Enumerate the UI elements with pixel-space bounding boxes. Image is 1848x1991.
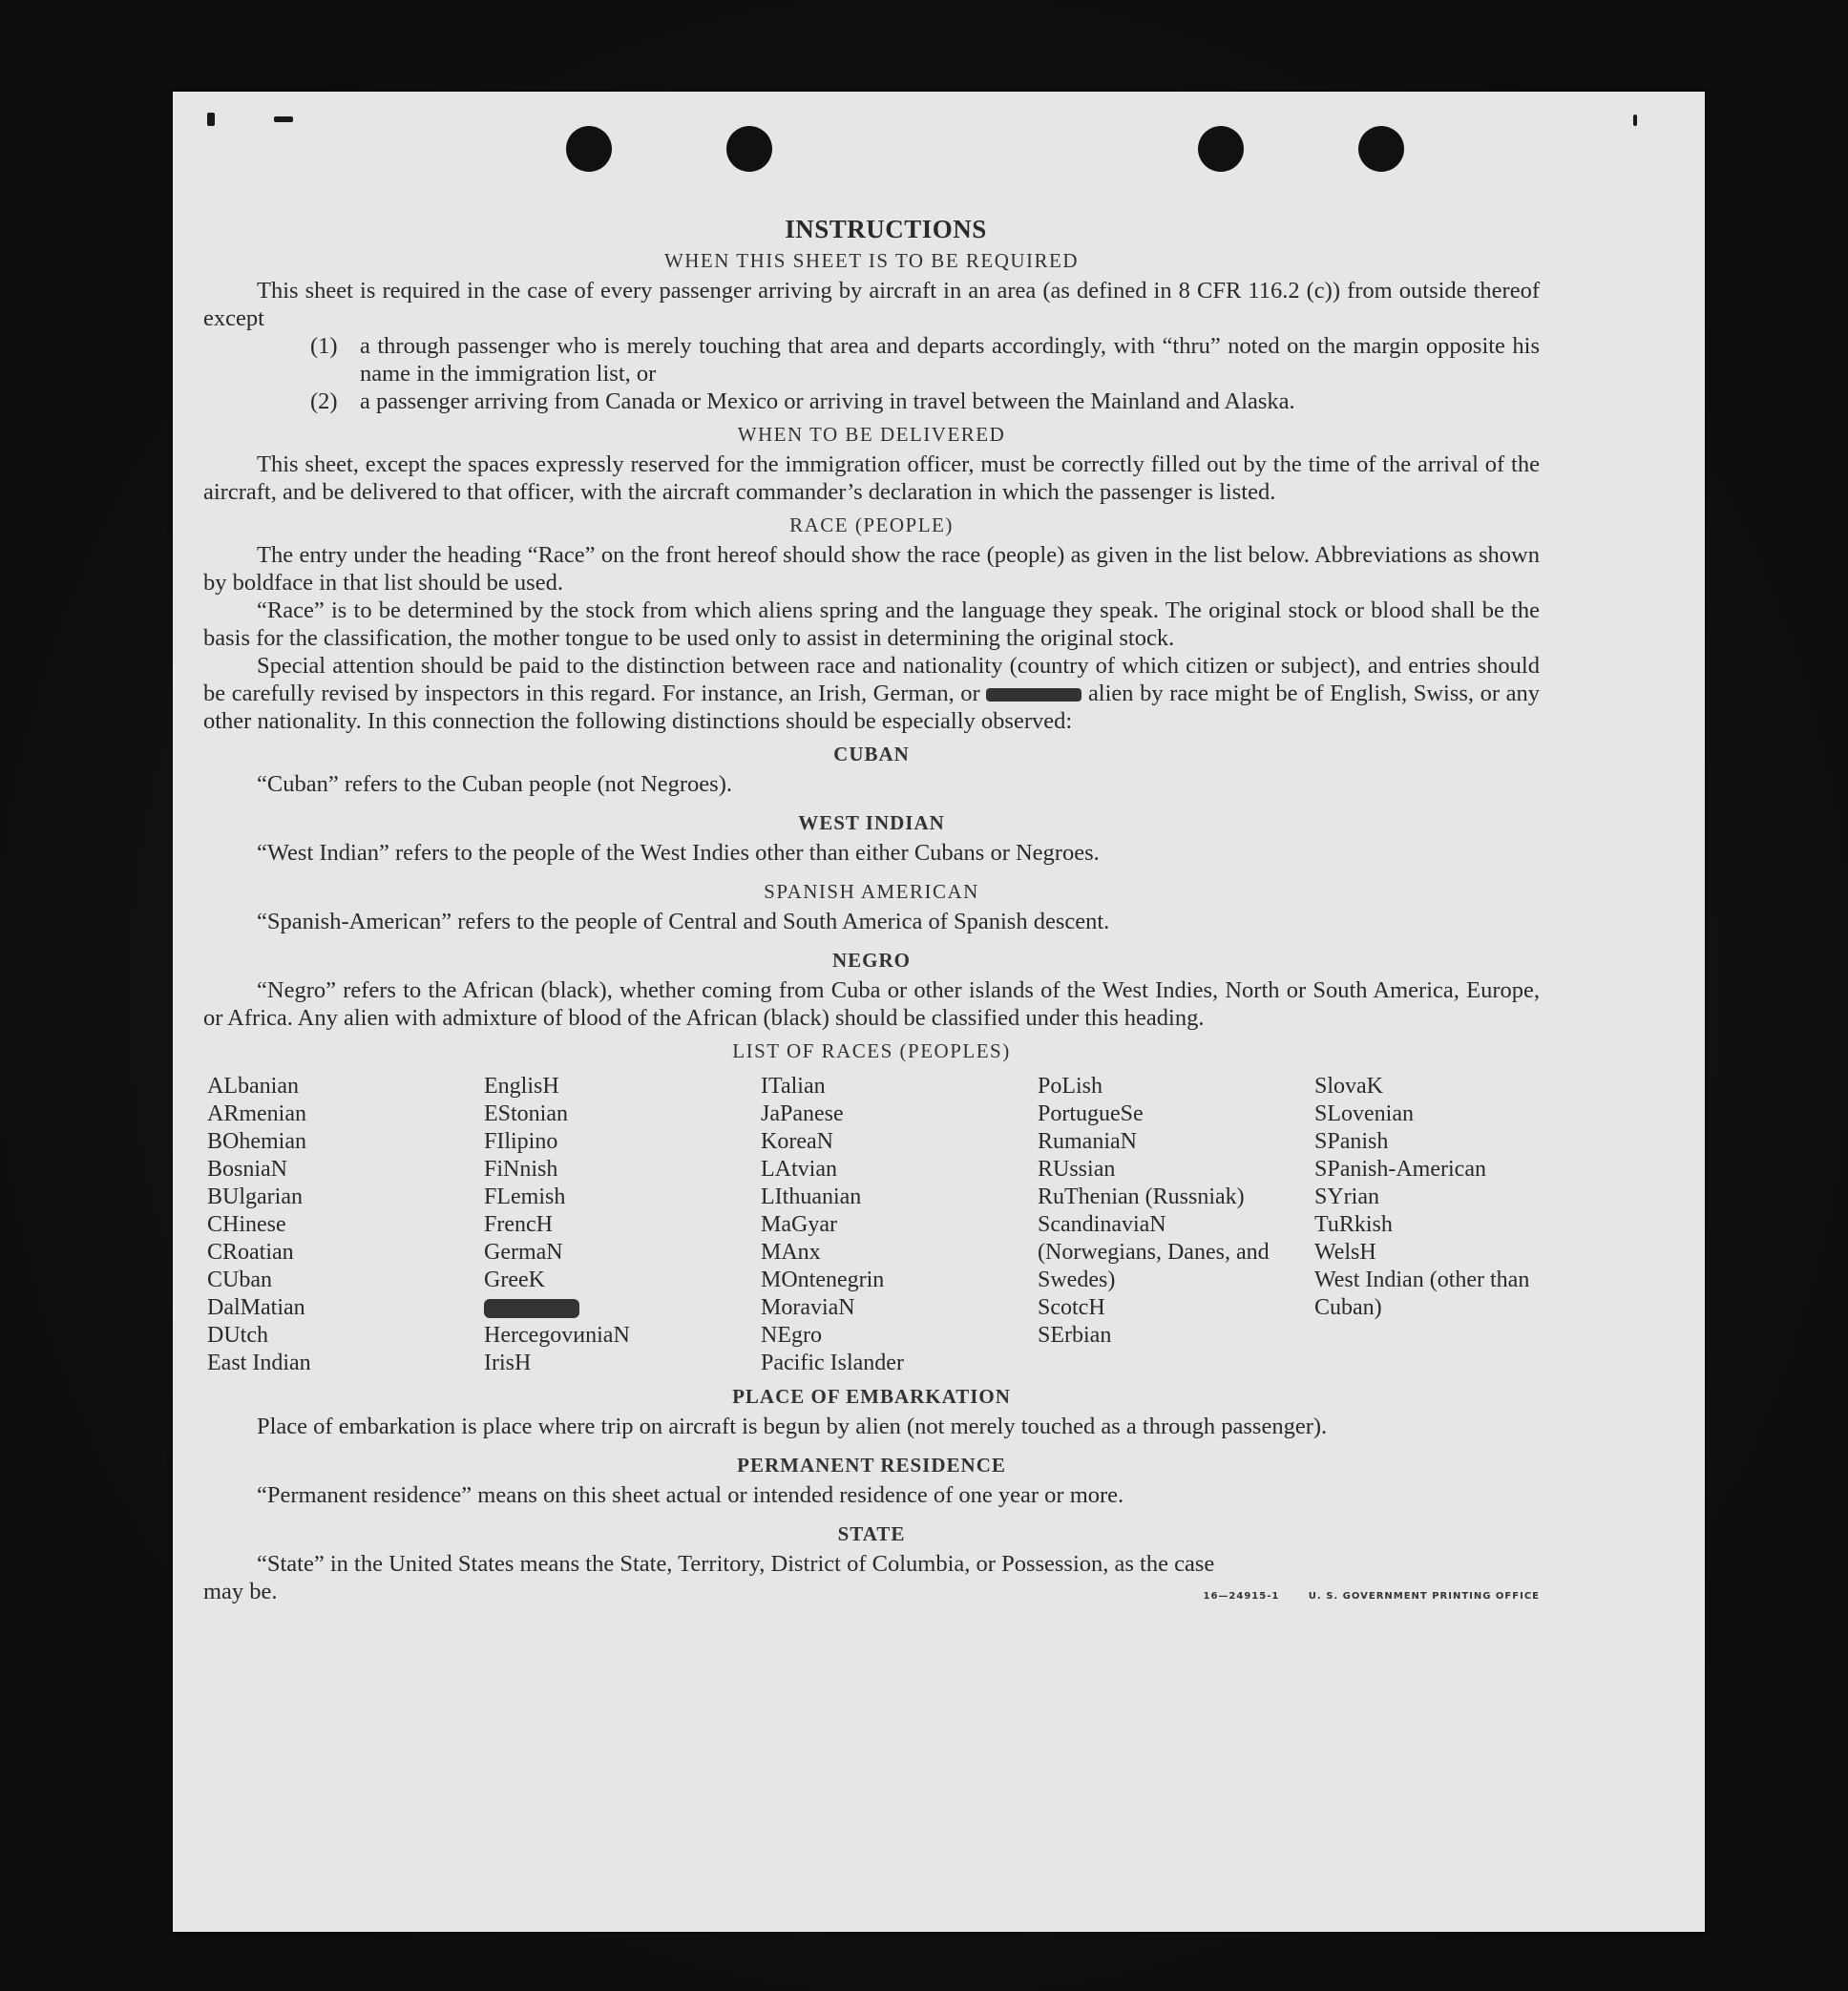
race-entry: FIlipino (484, 1129, 558, 1154)
race-entry: RUssian (1038, 1157, 1116, 1182)
printing-imprint (1178, 1582, 1540, 1610)
printer-name: U. S. GOVERNMENT PRINTING OFFICE (1308, 1591, 1540, 1602)
race-entry: East Indian (207, 1351, 311, 1375)
race-entry: SPanish-American (1314, 1157, 1486, 1182)
heading-when-required: WHEN THIS SHEET IS TO BE REQUIRED (663, 249, 1080, 272)
race-entry: SYrian (1314, 1184, 1379, 1209)
scan-mark (274, 116, 293, 122)
heading-embarkation: PLACE OF EMBARKATION (732, 1385, 1011, 1408)
race-entry: ALbanian (207, 1074, 299, 1099)
heading-negro: NEGRO (831, 949, 911, 972)
race-entry: RuThenian (Russniak) (1038, 1184, 1245, 1209)
race-entry: SPanish (1314, 1129, 1389, 1154)
heading-race: RACE (PEOPLE) (789, 513, 954, 536)
race-entry: West Indian (other than Cuban) (1314, 1268, 1530, 1320)
spanish-american-text: “Spanish-American” refers to the people of Central and South America of Spanish descent. (257, 909, 1110, 934)
race-entry: SLovenian (1314, 1101, 1414, 1126)
race-entry: GermaN (484, 1240, 563, 1265)
race-entry: CHinese (207, 1212, 286, 1237)
race-column (1314, 1073, 1563, 1377)
race-entry: KoreaN (761, 1129, 833, 1154)
race-entry: IrisH (484, 1351, 532, 1375)
scan-mark (207, 113, 215, 126)
race-entry: PoLish (1038, 1074, 1103, 1099)
item-text: a passenger arriving from Canada or Mexico or arriving in travel between the Mainland and Alaska. (360, 388, 1295, 414)
race-entry: MOntenegrin (761, 1268, 885, 1292)
race-entry: BosniaN (207, 1157, 287, 1182)
item-number: (1) (310, 333, 338, 359)
race-entry: MoraviaN (761, 1295, 855, 1320)
race-entry: TuRkish (1314, 1212, 1393, 1237)
when-delivered-text: This sheet, except the spaces expressly reserved for the immigration officer, must be correctly filled out by the time of the arrival of the aircraft, and be delivered to that officer, with the aircraft commander’s declaration in which the passenger is listed. (203, 451, 1540, 505)
race-column (207, 1073, 484, 1377)
race-entry: MAnx (761, 1240, 821, 1265)
race-entry: EStonian (484, 1101, 568, 1126)
footer-line (203, 1578, 1540, 1610)
punch-hole (1198, 126, 1244, 172)
race-paragraph-3b: alien by race might be of English, Swiss, or any other nationality. In this connection the following distinctions should be especially observed: (203, 681, 1541, 734)
race-entry: LIthuanian (761, 1184, 862, 1209)
race-entry-redacted (484, 1294, 761, 1322)
west-indian-text: “West Indian” refers to the people of the West Indies other than either Cubans or Negroes. (257, 840, 1100, 866)
punch-hole (566, 126, 612, 172)
scan-mark (1633, 115, 1637, 126)
race-entry: CRoatian (207, 1240, 294, 1265)
race-entry: BUlgarian (207, 1184, 303, 1209)
race-entry: GreeK (484, 1268, 545, 1292)
race-column (761, 1073, 1038, 1377)
race-entry: FLemish (484, 1184, 566, 1209)
negro-text: “Negro” refers to the African (black), whether coming from Cuba or other islands of the West Indies, North or South America, Europe, or Africa. Any alien with admixture of blood of the African (black) should be classified under this heading. (203, 977, 1540, 1031)
exception-item (310, 332, 1540, 388)
race-entry: MaGyar (761, 1212, 837, 1237)
cuban-text: “Cuban” refers to the Cuban people (not Negroes). (257, 771, 732, 797)
heading-when-delivered: WHEN TO BE DELIVERED (737, 423, 1006, 446)
race-column (484, 1073, 761, 1377)
race-paragraph-3 (203, 652, 1540, 735)
item-number: (2) (310, 388, 338, 414)
race-entry: DUtch (207, 1323, 268, 1348)
item-text: a through passenger who is merely touching that area and departs accordingly, with “thru” noted on the margin opposite his name in the immigration list, or (360, 333, 1540, 387)
race-entry: FiNnish (484, 1157, 558, 1182)
race-paragraph-1: The entry under the heading “Race” on the front hereof should show the race (people) as given in the list below. Abbreviations as shown by boldface in that list should be used. (203, 542, 1540, 596)
redaction-mark (986, 688, 1082, 702)
form-number: 16—24915-1 (1203, 1591, 1280, 1602)
race-list (207, 1073, 1540, 1377)
heading-state: STATE (837, 1522, 906, 1545)
heading-spanish-american: SPANISH AMERICAN (764, 880, 979, 903)
race-entry: FrencH (484, 1212, 553, 1237)
race-entry: SlovaK (1314, 1074, 1383, 1099)
race-entry: NEgro (761, 1323, 822, 1348)
punch-hole (726, 126, 772, 172)
heading-permanent-residence: PERMANENT RESIDENCE (737, 1454, 1006, 1477)
race-entry: ITalian (761, 1074, 826, 1099)
exception-item (310, 388, 1540, 415)
race-entry: RumaniaN (1038, 1129, 1137, 1154)
race-entry: ScandinaviaN (Norwegians, Danes, and Swedes) (1038, 1212, 1270, 1292)
heading-west-indian: WEST INDIAN (798, 811, 945, 834)
race-entry: HercegovиniaN (484, 1323, 630, 1348)
state-text: “State” in the United States means the State, Territory, District of Columbia, or Possession, as the case (257, 1551, 1215, 1577)
redaction-mark (484, 1299, 579, 1318)
race-column (1038, 1073, 1314, 1377)
heading-cuban: CUBAN (833, 743, 910, 765)
race-entry: PortugueSe (1038, 1101, 1144, 1126)
when-required-intro: This sheet is required in the case of every passenger arriving by aircraft in an area (as defined in 8 CFR 116.2 (c)) from outside thereof except (203, 278, 1540, 331)
race-entry: ARmenian (207, 1101, 306, 1126)
state-text-end: may be. (203, 1579, 278, 1604)
race-entry: WelsH (1314, 1240, 1376, 1265)
race-paragraph-2: “Race” is to be determined by the stock from which aliens spring and the language they speak. The original stock or blood shall be the basis for the classification, the mother tongue to be used only to assist in determining the original stock. (203, 597, 1540, 651)
page-title: INSTRUCTIONS (785, 215, 987, 243)
race-entry: CUban (207, 1268, 272, 1292)
heading-list-of-races: LIST OF RACES (PEOPLES) (732, 1039, 1011, 1062)
race-entry: EnglisH (484, 1074, 559, 1099)
race-entry: ScotcH (1038, 1295, 1105, 1320)
race-entry: BOhemian (207, 1129, 306, 1154)
race-entry: SErbian (1038, 1323, 1112, 1348)
race-entry: Pacific Islander (761, 1351, 904, 1375)
embarkation-text: Place of embarkation is place where trip on aircraft is begun by alien (not merely touched as a through passenger). (257, 1414, 1328, 1439)
document-page (173, 92, 1705, 1932)
race-entry: JaPanese (761, 1101, 844, 1126)
instructions-text (203, 216, 1540, 1610)
residence-text: “Permanent residence” means on this sheet actual or intended residence of one year or more. (257, 1482, 1124, 1508)
race-paragraph-3a: Special attention should be paid to the distinction between race and nationality (country of which citizen or subject), and entries should be carefully revised by inspectors in this regard. For instance, an Irish, German, or (203, 653, 1540, 706)
race-entry: DalMatian (207, 1295, 305, 1320)
punch-hole (1358, 126, 1404, 172)
race-entry: LAtvian (761, 1157, 837, 1182)
